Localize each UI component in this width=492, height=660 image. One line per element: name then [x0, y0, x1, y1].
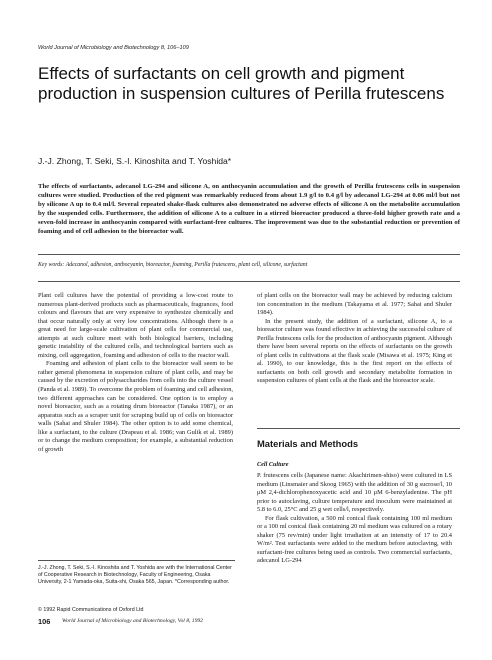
- running-footer: World Journal of Microbiology and Biotechnology, Vol 8, 1992: [62, 618, 203, 624]
- intro-paragraph-4: In the present study, the addition of a surfactant, silicone A, to a bioreactor culture was found effective in achieving the successful culture of Perilla frutescens cells for the production of anthocyanin pigment. Although there have been several reports on the effects of surfactants on the growth of plant cells in cultivations at the flask scale (Misawa et al. 1975; King et al. 1990), to our knowledge, this is the first report on the effects of surfactants on both cell growth and secondary metabolite formation in suspension cultures of plant cells at the flask and the bioreactor scale.: [257, 317, 452, 385]
- footnote-divider: [38, 560, 235, 561]
- methods-paragraph-1: P. frutescens cells (Japanese name: Akachirimen-shiso) were cultured in LS medium (Linsmaier and Skoog 1965) with the addition of 30 g sucrose/l, 10 μM 2,4-dichlorophenoxyacetic acid and 10 μM 6-benzyladenine. The pH prior to autoclaving, culture temperature and inoculum were maintained at 5.8 to 6.0, 25°C and 25 g wet cells/l, respectively.: [257, 472, 452, 514]
- right-column: [257, 292, 452, 386]
- cell-culture-subheading: Cell Culture: [257, 461, 289, 468]
- journal-header: World Journal of Microbiology and Biotechnology 8, 106–109: [38, 45, 189, 51]
- methods-heading: Materials and Methods: [257, 438, 359, 449]
- intro-paragraph-1: Plant cell cultures have the potential of providing a low-cost route to numerous plant-derived products such as pharmaceuticals, fragrances, food colours and flavours that are very expensive to synthesize chemically and that occur naturally only at very low concentrations. Although there is a great need for large-scale cultivation of plant cells for commercial use, attempts at such culture meet with both biological barriers, including genetic instability of the cultured cells, and technological barriers such as mixing, cell aggregation, foaming and adhesion of cells to the reactor wall.: [38, 292, 233, 359]
- left-column: [38, 292, 233, 454]
- abstract: The effects of surfactants, adecanol LG-294 and silicone A, on anthocyanin accumulation and the growth of Perilla frutescens cells in suspension cultures were studied. Production of the red pigment was remarkably reduced from about 1.9 g/l to 0.4 g/l by adecanol LG-294 at 0.06 ml/l but not by silicone A up to 0.4 ml/l. Several repeated shake-flask cultures also demonstrated no adverse effects of silicone A on the metabolite accumulation by the suspended cells. Furthermore, the addition of silicone A to a culture in a stirred bioreactor produced a three-fold higher growth rate and a seven-fold increase in anthocyanin compared with surfactant-free cultures. The improvement was due to the substantial reduction or prevention of foaming and of cell adhesion to the bioreactor wall.: [38, 183, 460, 235]
- author-list: J.-J. Zhong, T. Seki, S.-I. Kinoshita and T. Yoshida*: [38, 156, 232, 166]
- section-divider: [257, 428, 460, 429]
- abstract-divider: [38, 254, 460, 255]
- article-title: Effects of surfactants on cell growth and pigment production in suspension cultures of Perilla frutescens: [38, 64, 445, 103]
- methods-column: [257, 472, 452, 566]
- methods-paragraph-2: For flask cultivation, a 500 ml conical flask containing 100 ml medium or a 100 ml conical flask containing 20 ml medium was cultured on a rotary shaker (75 rev/min) under light irradiation at an intensity of 17 to 20.4 W/m². Test surfactants were added to the medium before autoclaving, with surfactant-free cultures being used as controls. Two commercial surfactants, adecanol LG-294: [257, 514, 452, 565]
- copyright-notice: © 1992 Rapid Communications of Oxford Ltd: [38, 607, 144, 613]
- author-affiliation-footnote: J.-J. Zhong, T. Seki, S.-I. Kinoshita and T. Yoshida are with the International Center of Cooperative Research in Biotechnology, Faculty of Engineering, Osaka University, 2-1 Yamada-oka, Suita-shi, Osaka 565, Japan. *Corresponding author.: [38, 565, 232, 585]
- page-number: 106: [38, 617, 51, 626]
- keywords: Key words: Adecanol, adhesion, anthocyanin, bioreactor, foaming, Perilla frutescens, plant cell, silicone, surfactant: [38, 262, 308, 268]
- intro-paragraph-3: of plant cells on the bioreactor wall may be achieved by reducing calcium ion concentration in the medium (Takayama et al. 1977; Sahai and Shuler 1984).: [257, 292, 452, 317]
- keywords-divider: [38, 281, 460, 282]
- intro-paragraph-2: Foaming and adhesion of plant cells to the bioreactor wall seem to be rather general phenomena in suspension culture of plant cells, and may be caused by the excretion of polysaccharides from cells into the culture vessel (Panda et al. 1989). To overcome the problem of foaming and cell adhesion, two different approaches can be considered. One option is to employ a novel bioreactor, such as a rotating drum bioreactor (Tanaka 1987), or an apparatus such as a scraper unit for scraping build up of cells on bioreactor walls (Sahai and Shuler 1984). The other option is to add some chemical, like a surfactant, to the culture (Drapeau et al. 1986; van Gulik et al. 1989) or to change the medium composition; for example, a substantial reduction of growth: [38, 360, 233, 453]
